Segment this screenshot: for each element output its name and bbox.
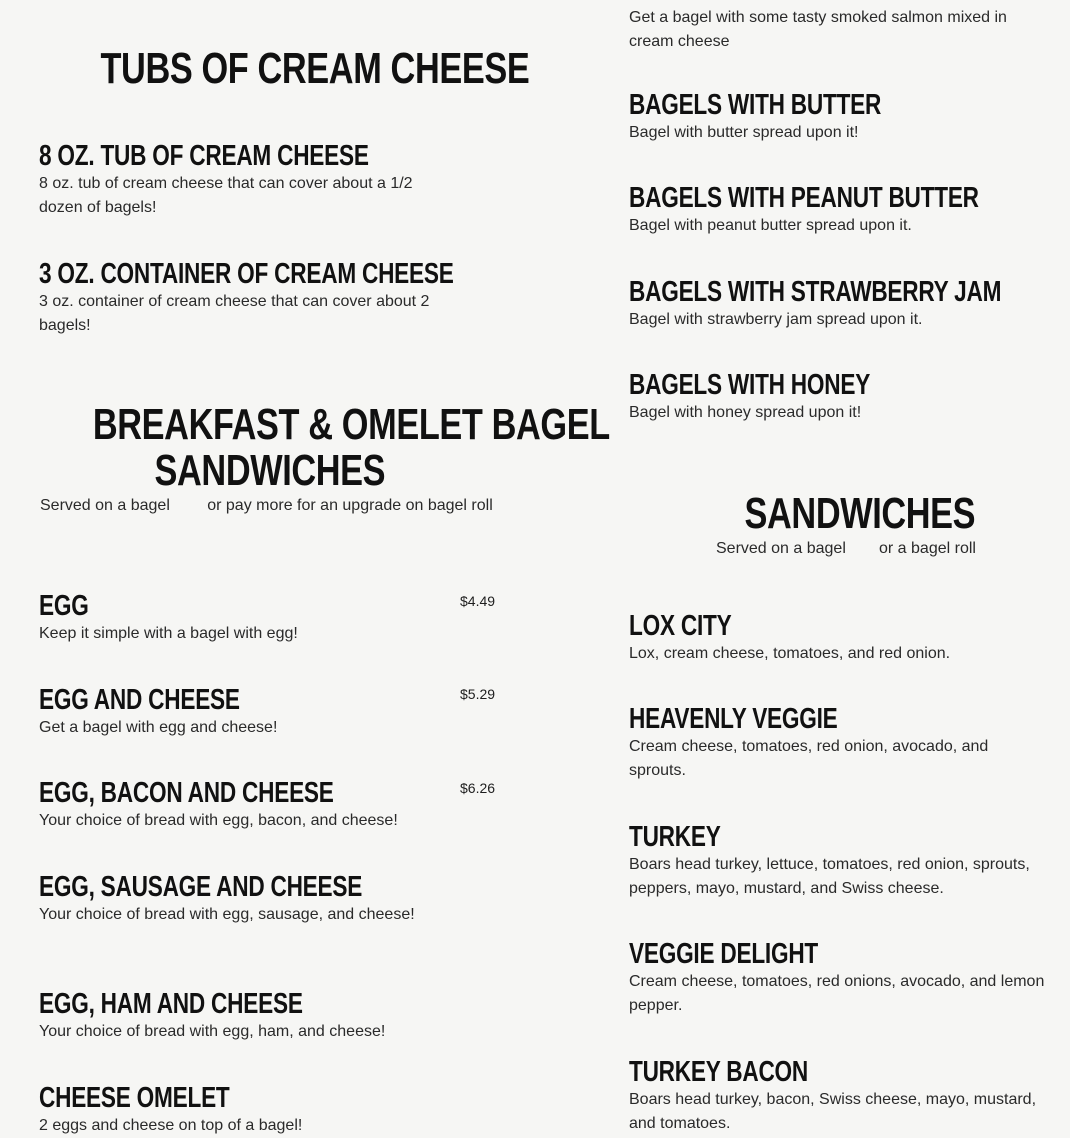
- menu-item[interactable]: [39, 777, 459, 833]
- item-description: Boars head turkey, lettuce, tomatoes, red onion, sprouts, peppers, mayo, mustard, and Swiss cheese.: [629, 856, 1030, 897]
- menu-item[interactable]: [629, 369, 1049, 425]
- item-description: Your choice of bread with egg, ham, and cheese!: [39, 1023, 386, 1040]
- menu-item[interactable]: [39, 1082, 459, 1138]
- item-name: TURKEY BACON: [629, 1056, 809, 1088]
- menu-item-partial[interactable]: [629, 8, 1049, 54]
- item-name: LOX CITY: [629, 610, 732, 642]
- section-title-breakfast: BREAKFAST & OMELET BAGEL SANDWICHES: [92, 400, 610, 495]
- item-description: Cream cheese, tomatoes, red onion, avocado, and sprouts.: [629, 738, 989, 779]
- item-name: EGG: [39, 590, 89, 622]
- item-price: $5.29: [460, 686, 496, 702]
- menu-item[interactable]: [39, 988, 459, 1044]
- item-description: Lox, cream cheese, tomatoes, and red onion.: [629, 645, 951, 662]
- section-subtitle: Served on a bagel: [40, 497, 170, 514]
- item-description: Bagel with strawberry jam spread upon it.: [629, 311, 923, 328]
- item-name: EGG AND CHEESE: [39, 684, 240, 716]
- section-subtitle: or pay more for an upgrade on bagel roll: [207, 497, 493, 514]
- menu-item[interactable]: [39, 258, 454, 338]
- item-name: TURKEY: [629, 821, 721, 853]
- section-title-sandwiches: SANDWICHES: [744, 489, 976, 538]
- menu-item[interactable]: [629, 276, 1049, 332]
- item-description: Bagel with butter spread upon it!: [629, 124, 859, 141]
- item-name: BAGELS WITH PEANUT BUTTER: [629, 182, 979, 214]
- menu-item[interactable]: [629, 89, 1049, 145]
- menu-item[interactable]: [629, 182, 1049, 238]
- item-name: 3 OZ. CONTAINER OF CREAM CHEESE: [39, 258, 454, 290]
- section-subtitle: Served on a bagel: [716, 540, 846, 557]
- item-description: Get a bagel with egg and cheese!: [39, 719, 278, 736]
- item-description: Your choice of bread with egg, bacon, and cheese!: [39, 812, 398, 829]
- section-subtitle: or a bagel roll: [879, 540, 976, 557]
- item-name: BAGELS WITH BUTTER: [629, 89, 882, 121]
- item-description: Cream cheese, tomatoes, red onions, avocado, and lemon pepper.: [629, 973, 1045, 1014]
- item-description: Get a bagel with some tasty smoked salmon mixed in cream cheese: [629, 9, 1007, 50]
- menu-item[interactable]: [39, 590, 459, 646]
- item-name: VEGGIE DELIGHT: [629, 938, 819, 970]
- menu-item[interactable]: [39, 871, 439, 927]
- item-price: $6.26: [460, 780, 496, 796]
- item-name: EGG, HAM AND CHEESE: [39, 988, 303, 1020]
- item-description: Your choice of bread with egg, sausage, and cheese!: [39, 906, 415, 923]
- item-name: EGG, BACON AND CHEESE: [39, 777, 334, 809]
- menu-item[interactable]: [629, 703, 1049, 783]
- item-description: Bagel with honey spread upon it!: [629, 404, 862, 421]
- item-description: Boars head turkey, bacon, Swiss cheese, mayo, mustard, and tomatoes.: [629, 1091, 1037, 1132]
- item-name: BAGELS WITH STRAWBERRY JAM: [629, 276, 1002, 308]
- item-name: HEAVENLY VEGGIE: [629, 703, 838, 735]
- menu-item[interactable]: [629, 610, 1049, 666]
- item-name: 8 OZ. TUB OF CREAM CHEESE: [39, 140, 369, 172]
- menu-item[interactable]: [629, 938, 1049, 1018]
- item-description: 2 eggs and cheese on top of a bagel!: [39, 1117, 303, 1134]
- item-description: 8 oz. tub of cream cheese that can cover about a 1/2 dozen of bagels!: [39, 175, 413, 216]
- section-title-tubs: TUBS OF CREAM CHEESE: [100, 44, 530, 93]
- item-description: 3 oz. container of cream cheese that can cover about 2 bagels!: [39, 293, 430, 334]
- item-name: BAGELS WITH HONEY: [629, 369, 871, 401]
- menu-item[interactable]: [39, 140, 449, 220]
- menu-item[interactable]: [629, 821, 1059, 901]
- menu-item[interactable]: [39, 684, 459, 740]
- item-description: Keep it simple with a bagel with egg!: [39, 625, 298, 642]
- item-description: Bagel with peanut butter spread upon it.: [629, 217, 912, 234]
- menu-item[interactable]: [629, 1056, 1049, 1136]
- item-name: CHEESE OMELET: [39, 1082, 230, 1114]
- item-price: $4.49: [460, 593, 496, 609]
- item-name: EGG, SAUSAGE AND CHEESE: [39, 871, 363, 903]
